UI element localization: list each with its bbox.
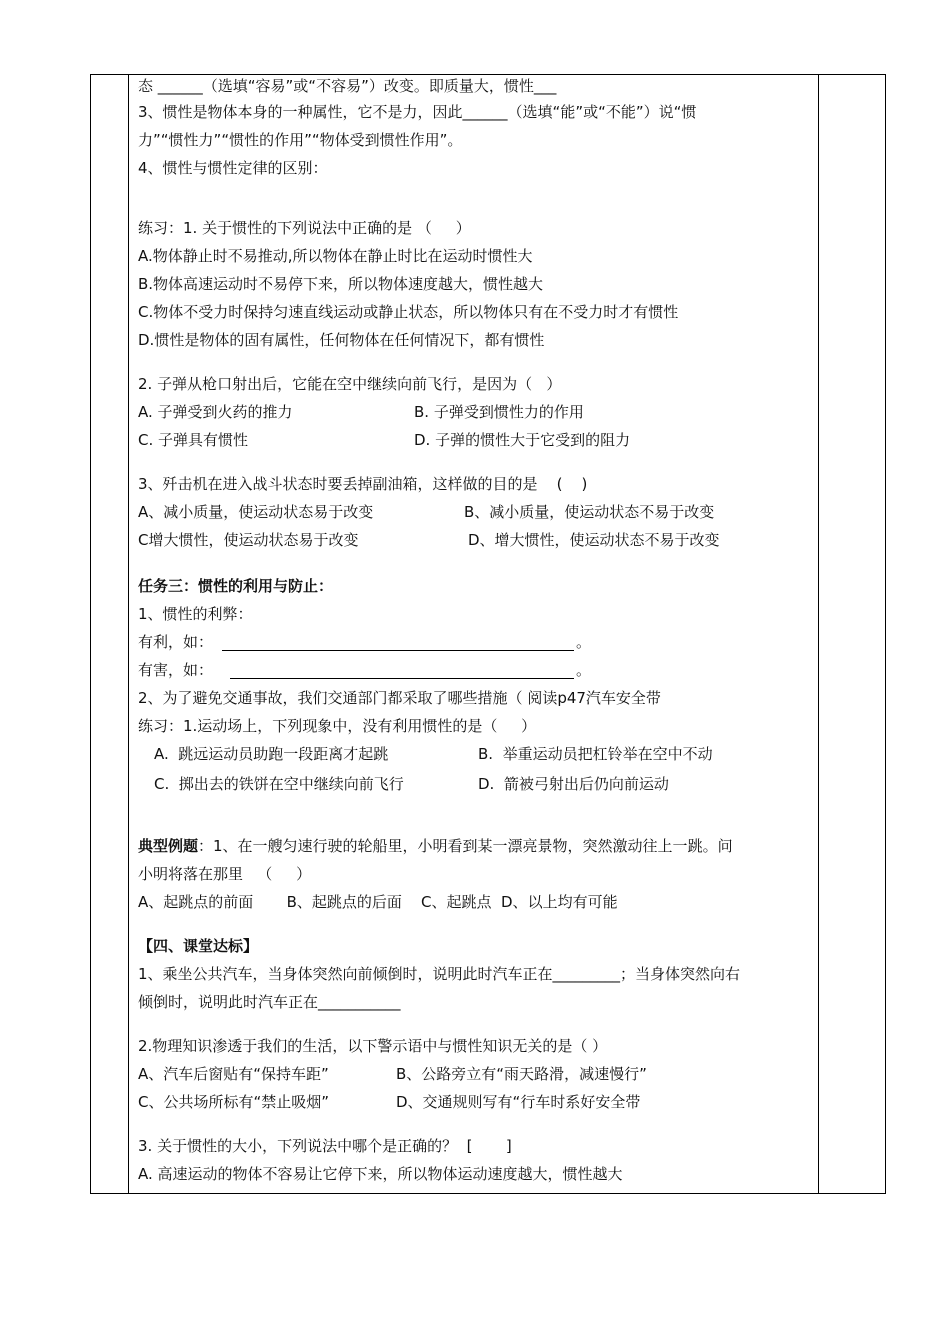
period-mark: 。 (576, 633, 592, 651)
option-b: B、公路旁立有“雨天路滑，减速慢行” (396, 1065, 647, 1083)
option-c: C.物体不受力时保持匀速直线运动或静止状态，所以物体只有在不受力时才有惯性 (138, 303, 679, 321)
option-b: B. 举重运动员把杠铃举在空中不动 (478, 745, 713, 763)
disadvantage-blank (230, 678, 574, 679)
period-mark: 。 (576, 661, 592, 679)
option-d: D、增大惯性，使运动状态不易于改变 (468, 531, 720, 549)
example-text: ：1、在一艘匀速行驶的轮船里，小明看到某一漂亮景物，突然激动往上一跳。问 (198, 837, 733, 855)
section-four-heading: 【四、课堂达标】 (138, 937, 259, 955)
text-line: 1、惯性的利弊： (138, 605, 253, 623)
option-c: C增大惯性，使运动状态易于改变 (138, 531, 359, 549)
option-a: A. 跳远运动员助跑一段距离才起跳 (154, 745, 389, 763)
question-fighter: 3、歼击机在进入战斗状态时要丢掉副油箱，这样做的目的是 ( ) (138, 475, 588, 493)
text-line: 倾倒时，说明此时汽车正在___________ (138, 993, 401, 1011)
option-d: D.惯性是物体的固有属性，任何物体在任何情况下，都有惯性 (138, 331, 545, 349)
practice-question: 练习：1. 关于惯性的下列说法中正确的是 （ ） (138, 219, 471, 237)
advantage-label: 有利，如： (138, 633, 214, 651)
text-line: 2.物理知识渗透于我们的生活，以下警示语中与惯性知识无关的是（ ） (138, 1037, 608, 1055)
option-c: C、公共场所标有“禁止吸烟” (138, 1093, 330, 1111)
question-inertia-size: 3. 关于惯性的大小，下列说法中哪个是正确的？ [ ] (138, 1137, 512, 1155)
option-a: A.物体静止时不易推动,所以物体在静止时比在运动时惯性大 (138, 247, 533, 265)
question-bullet: 2. 子弹从枪口射出后，它能在空中继续向前飞行，是因为（ ） (138, 375, 562, 393)
task-three-heading: 任务三：惯性的利用与防止： (138, 577, 334, 595)
text-line: 态 ______（选填“容易”或“不容易”）改变。即质量大，惯性___ (138, 77, 557, 95)
text-line: 1、乘坐公共汽车，当身体突然向前倾倒时，说明此时汽车正在_________；当身体突然向右 (138, 965, 741, 983)
text-line: 2、为了避免交通事故，我们交通部门都采取了哪些措施（ 阅读p47汽车安全带 (138, 689, 661, 707)
example-question (138, 836, 733, 856)
option-a: A、汽车后窗贴有“保持车距” (138, 1065, 329, 1083)
advantage-blank (222, 650, 574, 651)
text-line: 3、惯性是物体本身的一种属性，它不是力，因此______（选填“能”或“不能”）说“惯 (138, 103, 697, 121)
practice-question: 练习：1.运动场上，下列现象中，没有利用惯性的是（ ） (138, 717, 537, 735)
example-options: A、起跳点的前面 B、起跳点的后面 C、起跳点 D、以上均有可能 (138, 893, 618, 911)
option-d: D、交通规则写有“行车时系好安全带 (396, 1093, 641, 1111)
option-b: B、减小质量，使运动状态不易于改变 (464, 503, 715, 521)
text-line: 小明将落在那里 （ ） (138, 865, 312, 883)
option-a: A. 高速运动的物体不容易让它停下来，所以物体运动速度越大，惯性越大 (138, 1165, 623, 1183)
text-line: 4、惯性与惯性定律的区别： (138, 159, 328, 177)
option-c: C. 子弹具有惯性 (138, 431, 249, 449)
option-d: D. 箭被弓射出后仍向前运动 (478, 775, 669, 793)
text-line: 力”“惯性力”“惯性的作用”“物体受到惯性作用”。 (138, 131, 463, 149)
table-column-divider-right (818, 74, 819, 1194)
option-a: A、减小质量，使运动状态易于改变 (138, 503, 374, 521)
table-column-divider-left (128, 74, 129, 1194)
option-b: B.物体高速运动时不易停下来，所以物体速度越大，惯性越大 (138, 275, 544, 293)
option-d: D. 子弹的惯性大于它受到的阻力 (414, 431, 631, 449)
option-b: B. 子弹受到惯性力的作用 (414, 403, 584, 421)
option-a: A. 子弹受到火药的推力 (138, 403, 293, 421)
example-label: 典型例题 (138, 837, 199, 855)
disadvantage-label: 有害，如： (138, 661, 214, 679)
option-c: C. 掷出去的铁饼在空中继续向前飞行 (154, 775, 404, 793)
